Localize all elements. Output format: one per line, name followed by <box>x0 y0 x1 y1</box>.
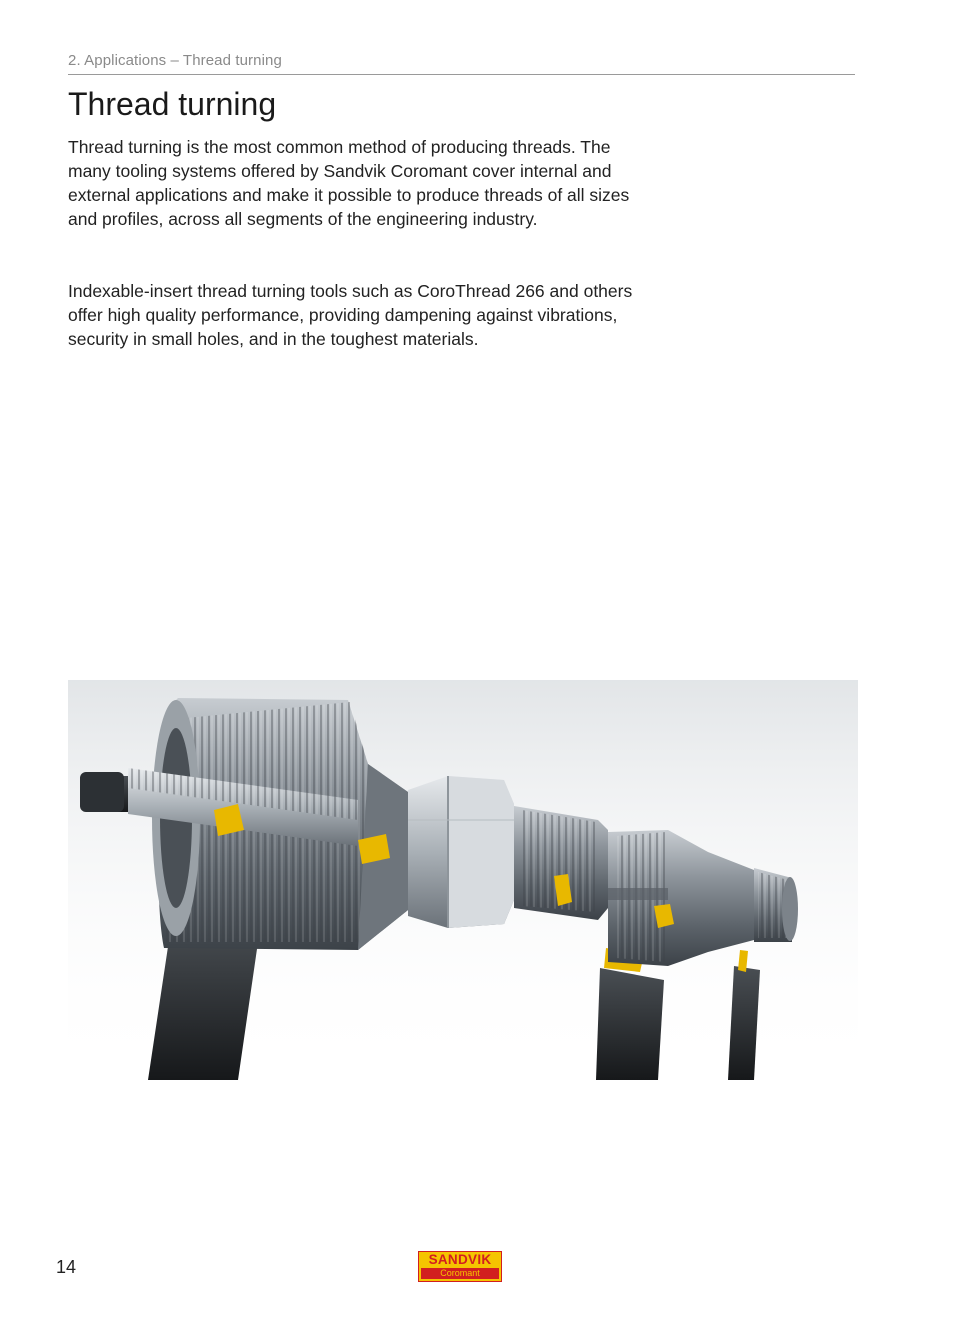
page-title: Thread turning <box>68 86 277 122</box>
body-paragraph: Indexable-insert thread turning tools such as CoroThread 266 and others offer high quality performance, providing dampening against vibrations, security in small holes, and in the toughest materials. <box>68 281 633 349</box>
header-rule <box>68 74 855 75</box>
thread-turning-illustration <box>68 680 858 1080</box>
logo-brand: SANDVIK <box>428 1252 492 1267</box>
hex-nut <box>408 776 514 928</box>
sandvik-coromant-logo <box>418 1251 502 1282</box>
intro-paragraph: Thread turning is the most common method of producing threads. The many tooling systems offered by Sandvik Coromant cover internal and external applications and make it possible to produce threads of all sizes and profiles, across all segments of the engineering industry. <box>68 137 630 229</box>
breadcrumb: 2. Applications – Thread turning <box>68 52 282 69</box>
logo-sub: Coromant <box>421 1268 499 1279</box>
page-number: 14 <box>56 1257 77 1277</box>
